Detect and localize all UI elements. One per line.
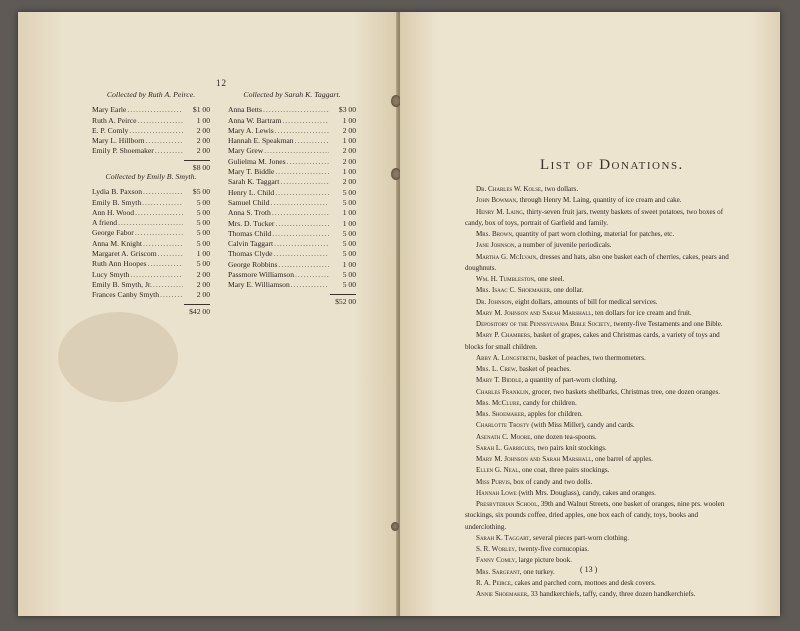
donor-name: Anna M. Knight <box>92 238 142 248</box>
donor-name: Mary Grew <box>228 146 264 156</box>
donation-description: candy for children. <box>521 398 577 407</box>
donation-amount: 2 00 <box>196 269 210 279</box>
ledger-row <box>92 116 210 126</box>
donation-entry <box>465 375 735 386</box>
ledger-row <box>92 290 210 300</box>
donation-entry <box>465 499 735 533</box>
leader-dots <box>275 188 329 198</box>
donation-amount: 2 00 <box>196 290 210 300</box>
leader-dots <box>160 290 183 300</box>
donor-name: Samuel Child <box>228 197 270 207</box>
collection-block-peirce <box>92 90 210 173</box>
leader-dots <box>275 219 329 229</box>
ledger-row <box>92 187 210 197</box>
donation-description: apples for children. <box>526 410 583 418</box>
donation-entry <box>465 319 735 330</box>
donation-entry <box>465 443 735 454</box>
ledger-row <box>228 208 356 218</box>
leader-dots <box>138 116 183 126</box>
donation-amount: $1 00 <box>192 105 210 115</box>
donor-name: Jane Johnson, <box>476 241 517 250</box>
donation-description: quantity of part worn clothing, material for patches, etc. <box>513 230 675 238</box>
donation-amount: 5 00 <box>342 228 356 238</box>
leader-dots <box>155 146 183 156</box>
ledger-row <box>228 249 356 259</box>
leader-dots <box>127 105 183 115</box>
donor-name: George Fabor <box>92 228 134 238</box>
donor-name: Mary M. Johnson and Sarah Marshall, <box>476 455 594 463</box>
donor-name: Mrs. McClure, <box>476 398 522 407</box>
donation-amount: 2 00 <box>196 279 210 289</box>
donation-description: cakes and parched corn, mottoes and desk covers. <box>512 578 656 587</box>
leader-dots <box>130 270 183 280</box>
donor-name: Sarah K. Taggart <box>228 177 280 187</box>
leader-dots <box>264 146 329 156</box>
leader-dots <box>153 280 183 290</box>
sum-rule <box>184 160 210 161</box>
leader-dots <box>275 126 329 136</box>
donation-entry <box>465 387 735 398</box>
donor-name: S. R. Worley, <box>476 545 517 553</box>
leader-dots <box>275 167 329 177</box>
donation-amount: 2 00 <box>196 136 210 146</box>
right-page <box>400 12 780 616</box>
donor-name: Margaret A. Griscom <box>92 249 157 259</box>
donation-entry <box>465 567 735 578</box>
donor-name: Gulielma M. Jones <box>228 156 286 166</box>
donation-amount: 5 00 <box>196 218 210 228</box>
donation-description: 39th and Walnut Streets, one basket of oranges, nine prs. woolen stockings, six pounds coffee, dried apples, one box each of candy, toys, books and underclothing. <box>465 500 725 531</box>
donation-amount: 5 00 <box>342 197 356 207</box>
donation-entry <box>465 488 735 499</box>
donation-description: one steel. <box>535 275 565 283</box>
donor-name: Lydia B. Paxson <box>92 187 142 197</box>
ledger-row <box>92 259 210 269</box>
leader-dots <box>291 280 329 290</box>
donation-amount: 5 00 <box>196 228 210 238</box>
collection-total: $52 00 <box>335 296 356 306</box>
donor-name: Thomas Child <box>228 228 272 238</box>
donor-name: Frances Canby Smyth <box>92 290 160 300</box>
leader-dots <box>142 198 183 208</box>
donation-amount: 1 00 <box>196 115 210 125</box>
donation-entry <box>465 274 735 285</box>
collection-rows <box>92 105 210 156</box>
donation-amount: 5 00 <box>342 249 356 259</box>
ledger-row <box>92 228 210 238</box>
ledger-row <box>92 198 210 208</box>
leader-dots <box>118 218 183 228</box>
ledger-row <box>92 280 210 290</box>
donor-name: Mrs. Shoemaker, <box>476 410 527 418</box>
donation-amount: 5 00 <box>196 259 210 269</box>
donor-name: Mrs. L. Crew, <box>476 365 518 373</box>
donor-name: Mary T. Biddle, <box>476 376 524 385</box>
donor-name: Ruth Ann Hoopes <box>92 259 147 269</box>
donor-name: Charles Franklin, <box>476 387 531 396</box>
donation-entry <box>465 195 735 206</box>
donor-name: Anna Betts <box>228 105 262 115</box>
donation-entry <box>465 589 735 600</box>
donation-description: eight dollars, amounts of bill for medical services. <box>513 297 658 306</box>
donor-name: Mary A. Lewis <box>228 125 274 135</box>
donation-description: box of candy and two dolls. <box>511 477 593 486</box>
donor-name: Mary P. Chambers, <box>476 331 532 340</box>
donation-description: one coat, three pairs stockings. <box>520 466 610 475</box>
ledger-row <box>92 105 210 115</box>
donor-name: Emily P. Shoemaker <box>92 146 154 156</box>
collection-rows <box>92 187 210 300</box>
donation-amount: $3 00 <box>338 105 356 115</box>
donation-entry <box>465 207 735 230</box>
donation-description: ten dollars for ice cream and fruit. <box>593 308 692 317</box>
donor-name: Anna S. Troth <box>228 208 271 218</box>
donor-name: Mary E. Williamson <box>228 280 290 290</box>
sum-rule <box>330 294 356 295</box>
donation-entry <box>465 229 735 240</box>
donor-name: Lucy Smyth <box>92 269 130 279</box>
donor-name: E. P. Comly <box>92 125 129 135</box>
donation-description: basket of grapes, cakes and Christmas cards, a variety of toys and blocks for small children. <box>465 331 720 351</box>
donation-description: one turkey. <box>521 567 555 576</box>
donor-name: Thomas Clyde <box>228 249 273 259</box>
donor-name: Hannah E. Speakman <box>228 136 294 146</box>
donor-name: Emily B. Smyth <box>92 197 142 207</box>
ledger-row <box>228 136 356 146</box>
donation-amount: 1 00 <box>342 208 356 218</box>
donation-entry <box>465 533 735 544</box>
donor-name: Mrs. Sargeant, <box>476 567 522 576</box>
donation-amount: $5 00 <box>192 187 210 197</box>
donor-name: Henry M. Laing, <box>476 207 525 216</box>
left-page <box>18 12 398 616</box>
collection-total: $42 00 <box>189 306 210 316</box>
donation-entry <box>465 409 735 420</box>
donation-description: two dollars. <box>542 185 579 193</box>
donation-entry <box>465 330 735 353</box>
donor-name: A friend <box>92 218 118 228</box>
ledger-row <box>228 167 356 177</box>
ledger-row <box>228 116 356 126</box>
donor-name: Mary L. Hillborn <box>92 136 145 146</box>
donation-entry <box>465 285 735 296</box>
donor-name: Fanny Comly, <box>476 556 517 565</box>
ledger-row <box>92 208 210 218</box>
donation-amount: 5 00 <box>342 239 356 249</box>
leader-dots <box>272 229 329 239</box>
donation-amount: 2 00 <box>342 177 356 187</box>
donor-name: Asenath C. Moore, <box>476 432 533 441</box>
donation-entry <box>465 432 735 443</box>
donor-name: Miss Purvis, <box>476 477 512 486</box>
leader-dots <box>282 116 329 126</box>
ledger-row <box>92 270 210 280</box>
donation-amount: 2 00 <box>196 125 210 135</box>
donation-entry <box>465 454 735 465</box>
left-page-number: 12 <box>216 78 227 88</box>
donor-name: Wm. H. Tumbleston, <box>476 275 536 283</box>
donation-entry <box>465 297 735 308</box>
leader-dots <box>263 105 329 115</box>
donation-amount: 5 00 <box>196 238 210 248</box>
donation-description: one barrel of apples. <box>593 455 653 463</box>
leader-dots <box>274 239 329 249</box>
collection-total: $8 00 <box>192 162 210 172</box>
leader-dots <box>135 208 183 218</box>
leader-dots <box>274 249 329 259</box>
donor-name: Emily B. Smyth, Jr. <box>92 279 152 289</box>
donation-amount: 1 00 <box>342 136 356 146</box>
donation-description: dresses and hats, also one basket each of cherries, cakes, pears and doughnuts. <box>465 252 729 272</box>
donation-description: (with Mrs. Douglass), candy, cakes and oranges. <box>516 488 656 497</box>
donor-name: Ruth A. Peirce <box>92 115 137 125</box>
donation-amount: 1 00 <box>342 259 356 269</box>
donation-entry <box>465 184 735 195</box>
donor-name: Henry L. Child <box>228 187 275 197</box>
donation-entry <box>465 398 735 409</box>
ledger-row <box>228 126 356 136</box>
donor-name: R. A. Peirce, <box>476 578 513 587</box>
collection-heading: Collected by Sarah K. Taggart. <box>243 90 341 99</box>
donation-entry <box>465 240 735 251</box>
donor-name: Dr. Charles W. Kolse, <box>476 185 543 193</box>
donation-amount: 5 00 <box>342 270 356 280</box>
donation-amount: 5 00 <box>196 207 210 217</box>
collection-block-smyth <box>92 172 210 317</box>
donor-name: Anna W. Bartram <box>228 115 282 125</box>
paper-stain <box>58 312 178 402</box>
ledger-row <box>228 270 356 280</box>
ledger-row <box>228 146 356 156</box>
donation-description: grocer, two baskets shellbarks, Christmas tree, one dozen oranges. <box>530 387 720 396</box>
donation-entry <box>465 544 735 555</box>
donor-name: Mary T. Biddle <box>228 167 275 177</box>
ledger-row <box>228 157 356 167</box>
donation-description: two pairs knit stockings. <box>535 443 607 452</box>
donation-description: large picture book. <box>516 556 572 565</box>
ledger-row <box>228 188 356 198</box>
donation-description: a number of juvenile periodicals. <box>516 241 612 250</box>
donation-entry <box>465 477 735 488</box>
donor-name: Ellen G. Neal, <box>476 466 521 475</box>
ledger-row <box>228 239 356 249</box>
donation-description: basket of peaches, two thermometers. <box>537 353 646 362</box>
donation-description: one dollar. <box>551 286 584 295</box>
leader-dots <box>278 260 329 270</box>
donation-entry <box>465 252 735 275</box>
donor-name: Mrs. Brown, <box>476 230 514 238</box>
leader-dots <box>143 187 183 197</box>
leader-dots <box>147 259 183 269</box>
leader-dots <box>143 239 183 249</box>
right-page-number: ( 13 ) <box>580 565 598 574</box>
donation-entry <box>465 364 735 375</box>
donation-description: several pieces part-worn clothing. <box>531 533 629 542</box>
leader-dots <box>280 177 329 187</box>
donor-name: George Robbins <box>228 259 278 269</box>
collection-block-taggart <box>228 90 356 307</box>
donation-entry <box>465 308 735 319</box>
book-spread <box>18 12 780 616</box>
donor-name: Sarah K. Taggart, <box>476 533 532 542</box>
leader-dots <box>135 228 183 238</box>
ledger-row <box>92 218 210 228</box>
leader-dots <box>158 249 183 259</box>
donation-amount: 2 00 <box>342 125 356 135</box>
leader-dots <box>271 198 329 208</box>
donor-name: Charlotte Trosty <box>476 421 530 430</box>
donation-description: (with Miss Miller), candy and cards. <box>529 421 635 430</box>
donation-amount: 2 00 <box>196 146 210 156</box>
donation-amount: 1 00 <box>196 249 210 259</box>
ledger-row <box>228 105 356 115</box>
donor-name: Mrs. Isaac C. Shoemaker, <box>476 286 552 295</box>
ledger-row <box>92 146 210 156</box>
ledger-row <box>228 280 356 290</box>
donation-description: twenty-five cornucopias. <box>516 545 590 553</box>
collection-rows <box>228 105 356 290</box>
donation-entry <box>465 353 735 364</box>
donor-name: Mary Earle <box>92 105 127 115</box>
donation-description: a quantity of part-worn clothing. <box>523 376 618 385</box>
leader-dots <box>129 126 183 136</box>
donor-name: Passmore Williamson <box>228 270 294 280</box>
leader-dots <box>272 208 329 218</box>
ledger-row <box>228 198 356 208</box>
leader-dots <box>295 136 329 146</box>
donation-description: basket of peaches. <box>517 365 572 373</box>
donation-amount: 1 00 <box>342 218 356 228</box>
ledger-row <box>92 136 210 146</box>
donation-description: thirty-seven fruit jars, twenty baskets of sweet potatoes, two boxes of candy, box of toys, portrait of Garfield and family. <box>465 207 724 227</box>
donor-name: Sarah L. Garrigues, <box>476 443 536 452</box>
donation-amount: 5 00 <box>342 187 356 197</box>
donation-amount: 2 00 <box>342 146 356 156</box>
donations-list <box>465 184 735 600</box>
collection-heading: Collected by Emily B. Smyth. <box>105 172 197 181</box>
ledger-row <box>228 260 356 270</box>
donation-entry <box>465 555 735 566</box>
ledger-row <box>92 239 210 249</box>
leader-dots <box>146 136 183 146</box>
ledger-row <box>228 219 356 229</box>
page-title: List of Donations. <box>540 157 684 173</box>
donor-name: Dr. Johnson, <box>476 297 514 306</box>
ledger-row <box>92 126 210 136</box>
binding-hole <box>391 522 399 531</box>
donation-amount: 5 00 <box>196 197 210 207</box>
ledger-row <box>228 229 356 239</box>
donation-entry <box>465 465 735 476</box>
donation-entry <box>465 578 735 589</box>
donor-name: John Bowman, <box>476 196 518 205</box>
donation-amount: 5 00 <box>342 280 356 290</box>
donation-amount: 1 00 <box>342 115 356 125</box>
donor-name: Mary M. Johnson and Sarah Marshall, <box>476 308 594 317</box>
collection-heading: Collected by Ruth A. Peirce. <box>106 90 196 99</box>
donor-name: Martha G. McIlvain, <box>476 252 538 261</box>
donation-amount: 2 00 <box>342 156 356 166</box>
donor-name: Abby A. Longstreth, <box>476 353 538 362</box>
ledger-row <box>228 177 356 187</box>
donor-name: Annie Shoemaker, <box>476 590 529 598</box>
donation-description: twenty-five Testaments and one Bible. <box>611 320 723 328</box>
donation-description: one dozen tea-spoons. <box>532 432 597 441</box>
donor-name: Calvin Taggart <box>228 239 274 249</box>
donor-name: Ann H. Wood <box>92 207 135 217</box>
donor-name: Hannah Lowe <box>476 488 517 497</box>
donation-entry <box>465 420 735 431</box>
leader-dots <box>287 157 329 167</box>
donation-description: 33 handkerchiefs, taffy, candy, three dozen handkerchiefs. <box>528 590 696 598</box>
donor-name: Mrs. D. Tucker <box>228 218 275 228</box>
donor-name: Depository of the Pennsylvania Bible Society, <box>476 320 612 328</box>
ledger-row <box>92 249 210 259</box>
donation-description: through Henry M. Laing, quantity of ice cream and cake. <box>517 196 682 205</box>
donation-amount: 1 00 <box>342 167 356 177</box>
sum-rule <box>184 304 210 305</box>
leader-dots <box>295 270 329 280</box>
donor-name: Presbyterian School, <box>476 500 540 508</box>
